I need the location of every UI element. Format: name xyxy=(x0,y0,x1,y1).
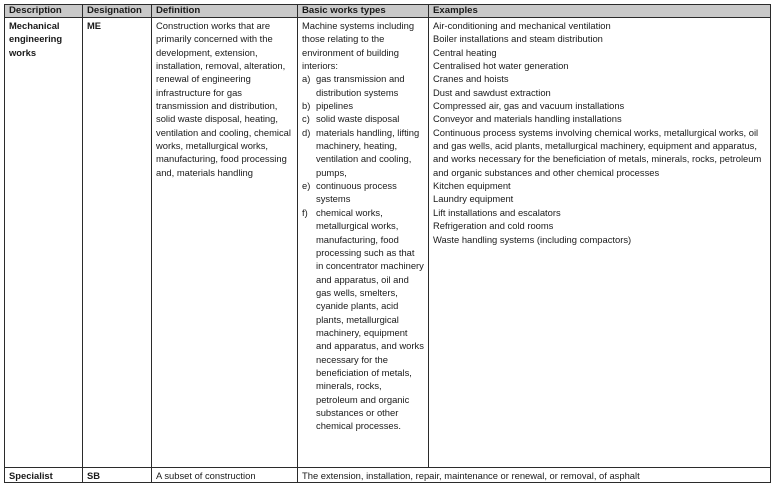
example-item: Kitchen equipment xyxy=(433,180,511,192)
list-marker: b) xyxy=(302,100,311,112)
list-marker: a) xyxy=(302,73,311,85)
list-item xyxy=(302,112,424,125)
example-item: Central heating xyxy=(433,46,497,58)
header-row xyxy=(5,5,771,18)
example-item: Air-conditioning and mechanical ventilation xyxy=(433,20,611,31)
header-description: Description xyxy=(5,5,83,18)
cell-definition: A subset of construction xyxy=(152,468,298,483)
list-item xyxy=(302,179,424,206)
example-item: Waste handling systems (including compactors) xyxy=(433,233,632,245)
header-definition: Definition xyxy=(152,5,298,18)
example-item: Cranes and hoists xyxy=(433,73,509,85)
cell-merged-text: The extension, installation, repair, maintenance or renewal, or removal, of asphalt xyxy=(298,468,771,483)
header-designation: Designation xyxy=(83,5,152,18)
cell-basic-works-types xyxy=(298,18,429,468)
cell-designation: SB xyxy=(83,468,152,483)
header-examples: Examples xyxy=(429,5,771,18)
example-item: Compressed air, gas and vacuum installations xyxy=(433,100,625,112)
cell-designation: ME xyxy=(83,18,152,468)
list-marker: e) xyxy=(302,180,311,192)
list-marker: f) xyxy=(302,206,308,218)
table-row xyxy=(5,18,771,468)
cell-definition: Construction works that are primarily concerned with the development, extension, installation, removal, alteration, renewal of engineering infrastructure for gas transmission and distribution, solid waste disposal, heating, ventilation and cooling, chemical works, metallurgical works, manufacturing, food processing and, materials handling xyxy=(152,18,298,468)
cell-examples xyxy=(429,18,771,468)
document-page xyxy=(4,4,772,490)
list-item xyxy=(302,206,424,433)
example-item: Conveyor and materials handling installations xyxy=(433,113,622,125)
example-item: Refrigeration and cold rooms xyxy=(433,220,554,232)
list-item xyxy=(302,72,424,99)
example-item: Laundry equipment xyxy=(433,193,514,205)
list-item xyxy=(302,126,424,179)
list-item-text: pipelines xyxy=(316,100,354,112)
list-item xyxy=(302,99,424,112)
example-item: Continuous process systems involving chemical works, metallurgical works, oil and gas wells, acid plants, metallurgical machinery, equipment and apparatus, and works necessary for the beneficiation of metals, minerals, rocks, petroleum and organic substances and other chemical processes xyxy=(433,126,762,178)
example-item: Centralised hot water generation xyxy=(433,60,569,72)
list-item-text: continuous process systems xyxy=(316,180,397,205)
list-item-text: gas transmission and distribution systems xyxy=(316,73,405,98)
list-item-text: chemical works, metallurgical works, manufacturing, food processing such as that in concentrator machinery and apparatus, oil and gas wells, smelters, cyanide plants, acid plants, metallurgical machinery, equipment and apparatus, and works necessary for the beneficiation of metals, minerals, rocks, petroleum and organic substances or other chemical processes. xyxy=(316,206,424,432)
basic-works-list xyxy=(302,72,424,432)
cell-description: Mechanical engineering works xyxy=(5,18,83,468)
works-classification-table xyxy=(4,4,771,483)
cell-description: Specialist xyxy=(5,468,83,483)
header-basic-works-types: Basic works types xyxy=(298,5,429,18)
list-item-text: solid waste disposal xyxy=(316,113,400,125)
example-item: Boiler installations and steam distribution xyxy=(433,33,603,45)
example-item: Lift installations and escalators xyxy=(433,206,561,218)
table-row xyxy=(5,468,771,483)
list-item-text: materials handling, lifting machinery, heating, ventilation and cooling, pumps, xyxy=(316,126,420,178)
list-marker: c) xyxy=(302,113,310,125)
list-marker: d) xyxy=(302,126,311,138)
example-item: Dust and sawdust extraction xyxy=(433,86,551,98)
basic-works-intro: Machine systems including those relating to the environment of building interiors: xyxy=(302,20,415,72)
